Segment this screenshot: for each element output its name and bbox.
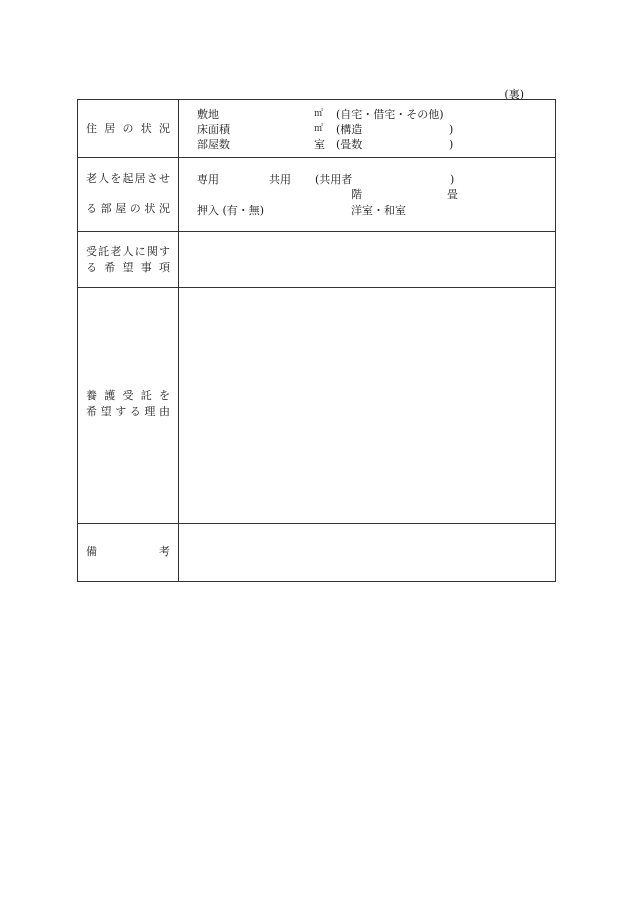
application-form-table [77, 99, 556, 582]
reason-label-line1: 養 護 受 託 を [86, 389, 170, 402]
wishes-content-cell[interactable] [179, 232, 556, 288]
site-label: 敷地 [197, 108, 219, 121]
residence-label-cell [78, 100, 179, 158]
floor-area-unit: ㎡ [314, 124, 324, 134]
structure-open: (構造 [336, 123, 363, 136]
residence-label: 住 居 の 状 況 [86, 122, 170, 135]
site-unit: ㎡ [314, 109, 324, 119]
elder-room-label-cell [78, 158, 179, 232]
closet-label: 押入 (有・無) [197, 204, 265, 217]
rooms-unit: 室 [314, 138, 325, 151]
remarks-content-cell[interactable] [179, 524, 556, 582]
site-options: (自宅・借宅・その他) [336, 108, 444, 121]
elder-room-label-line2: る 部 屋 の 状 況 [86, 202, 170, 215]
tatami-unit: 畳 [447, 188, 458, 201]
remarks-label-cell [78, 524, 179, 582]
remarks-label-right: 考 [159, 545, 170, 558]
shared-label: 共用 [269, 173, 291, 186]
floor-area-label: 床面積 [197, 123, 230, 136]
tatami-close: ) [449, 138, 454, 151]
wishes-row [78, 232, 556, 288]
wishes-label-line1: 受託老人に関す [86, 245, 170, 258]
rooms-label: 部屋数 [197, 138, 230, 151]
elder-room-row [78, 158, 556, 232]
remarks-label-left: 備 [86, 545, 97, 558]
reason-label-cell [78, 288, 179, 524]
page-side-marker: (裏) [504, 88, 524, 101]
co-user-open: (共用者 [315, 173, 353, 186]
remarks-row [78, 524, 556, 582]
reason-label-line2: 希 望 す る 理 由 [86, 405, 170, 418]
residence-content-cell[interactable] [179, 100, 556, 158]
room-type-label: 洋室・和室 [351, 204, 406, 217]
residence-row [78, 100, 556, 158]
floor-unit: 階 [351, 188, 362, 201]
tatami-open: (畳数 [336, 138, 363, 151]
reason-content-cell[interactable] [179, 288, 556, 524]
wishes-label-cell [78, 232, 179, 288]
elder-room-label-line1: 老人を起居させ [86, 172, 170, 185]
co-user-close: ) [450, 173, 455, 186]
elder-room-content-cell[interactable] [179, 158, 556, 232]
structure-close: ) [449, 123, 454, 136]
reason-row [78, 288, 556, 524]
wishes-label-line2: る 希 望 事 項 [86, 261, 170, 274]
dedicated-label: 専用 [197, 173, 219, 186]
